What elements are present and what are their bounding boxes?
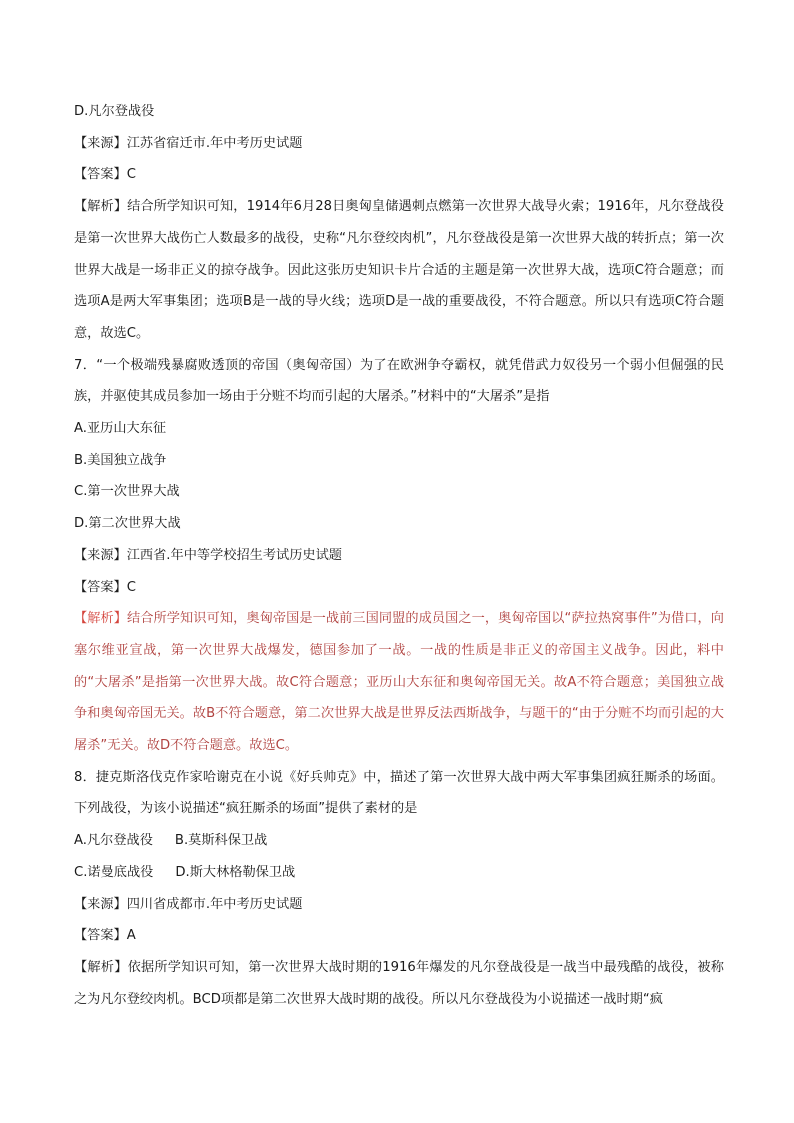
q8-source: 【来源】四川省成都市.年中考历史试题 <box>74 896 303 912</box>
q7-option-b: B.美国独立战争 <box>74 452 167 468</box>
document-page <box>74 96 724 1015</box>
q7-analysis <box>74 603 724 762</box>
q6-option-d: D.凡尔登战役 <box>74 104 155 119</box>
q7-stem: 7．“一个极端残暴腐败透顶的帝国（奥匈帝国）为了在欧洲争夺霸权，就凭借武力奴役另一个弱小但倔强的民族，并驱使其成员参加一场由于分赃不均而引起的大屠杀。”材料中的“大屠杀”是指 <box>74 357 724 405</box>
q8-stem: 8．捷克斯洛伐克作家哈谢克在小说《好兵帅克》中，描述了第一次世界大战中两大军事集团疯狂厮杀的场面。下列战役，为该小说描述“疯狂厮杀的场面”提供了素材的是 <box>74 769 724 817</box>
q7-analysis-tag: 【解析】 <box>74 611 128 627</box>
q7-option-c: C.第一次世界大战 <box>74 484 180 500</box>
q6-source: 【来源】江苏省宿迁市.年中考历史试题 <box>74 135 303 151</box>
q8-answer: 【答案】A <box>74 928 136 944</box>
q7-answer: 【答案】C <box>74 579 136 595</box>
q8-analysis: 【解析】依据所学知识可知，第一次世界大战时期的1916年爆发的凡尔登战役是一战当中最残酷的战役，被称之为凡尔登绞肉机。BCD项都是第二次世界大战时期的战役。所以凡尔登战役为小说描述一战时期“疯 <box>74 959 724 1007</box>
q8-option-c: C.诺曼底战役 <box>74 864 154 880</box>
q7-option-a: A.亚历山大东征 <box>74 421 167 437</box>
q6-answer: 【答案】C <box>74 167 136 183</box>
q8-option-b: B.莫斯科保卫战 <box>174 833 268 849</box>
q6-analysis: 【解析】结合所学知识可知，1914年6月28日奥匈皇储遇刺点燃第一次世界大战导火索；1916年，凡尔登战役是第一次世界大战伤亡人数最多的战役，史称“凡尔登绞肉机”，凡尔登战役是第一次世界大战的转折点；第一次世界大战是一场非正义的掠夺战争。因此这张历史知识卡片合适的主题是第一次世界大战，选项C符合题意；而选项A是两大军事集团；选项B是一战的导火线；选项D是一战的重要战役，不符合题意。所以只有选项C符合题意，故选C。 <box>74 199 724 341</box>
q8-options-row-2 <box>74 857 724 889</box>
q7-option-d: D.第二次世界大战 <box>74 516 181 532</box>
q7-analysis-body: 结合所学知识可知，奥匈帝国是一战前三国同盟的成员国之一，奥匈帝国以“萨拉热窝事件”为借口，向塞尔维亚宣战，第一次世界大战爆发，德国参加了一战。一战的性质是非正义的帝国主义战争。因此，料中的“大屠杀”是指第一次世界大战。故C符合题意；亚历山大东征和奥匈帝国无关。故A不符合题意；美国独立战争和奥匈帝国无关。故B不符合题意，第二次世界大战是世界反法西斯战争，与题干的“由于分赃不均而引起的大屠杀”无关。故D不符合题意。故选C。 <box>74 611 724 754</box>
q8-option-a: A.凡尔登战役 <box>74 833 153 849</box>
q8-options-row-1 <box>74 825 724 857</box>
q8-option-d: D.斯大林格勒保卫战 <box>175 864 296 880</box>
q7-source: 【来源】江西省.年中等学校招生考试历史试题 <box>74 547 342 563</box>
